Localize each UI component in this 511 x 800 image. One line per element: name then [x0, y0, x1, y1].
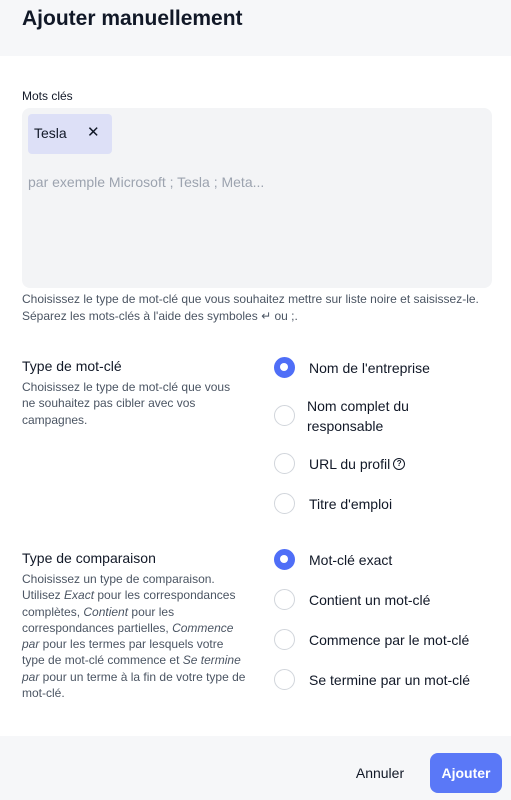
add-button[interactable]: Ajouter: [430, 753, 502, 793]
radio-label-ends-with-keyword[interactable]: Se termine par un mot-clé: [309, 672, 471, 688]
radio-contains-keyword[interactable]: [274, 589, 295, 610]
keywords-field[interactable]: [22, 108, 492, 288]
desc-part5: pour un terme à la fin de votre type de mot-clé.: [22, 669, 246, 701]
desc-contains: Contient: [83, 604, 129, 619]
radio-profile-url[interactable]: [274, 453, 295, 474]
radio-company-name[interactable]: [274, 357, 295, 378]
radio-label-exact-keyword[interactable]: Mot-clé exact: [309, 552, 393, 568]
close-icon[interactable]: ✕: [87, 124, 100, 141]
comparison-type-description: [22, 571, 246, 701]
keyword-type-title: Type de mot-clé: [22, 358, 122, 374]
radio-label-starts-with-keyword[interactable]: Commence par le mot-clé: [309, 632, 470, 648]
radio-exact-keyword[interactable]: [274, 549, 295, 570]
radio-label-job-title[interactable]: Titre d'emploi: [309, 496, 393, 512]
keyword-type-description: Choisissez le type de mot-clé que vous ne souhaitez pas cibler avec vos campagnes.: [22, 380, 231, 427]
radio-job-title[interactable]: [274, 493, 295, 514]
comparison-type-title: Type de comparaison: [22, 550, 156, 566]
cancel-button[interactable]: Annuler: [344, 753, 416, 793]
keyword-chip-label: Tesla: [34, 125, 67, 141]
desc-part4: pour les termes par lesquels votre type de mot-clé commence et: [22, 637, 224, 668]
dialog-header: [0, 0, 511, 56]
desc-ends: Se termine par: [22, 653, 241, 684]
radio-ends-with-keyword[interactable]: [274, 669, 295, 690]
desc-exact: Exact: [64, 588, 95, 603]
desc-part3: pour les correspondances partielles,: [22, 604, 175, 635]
radio-label-manager-full-name[interactable]: Nom complet du responsable: [307, 398, 409, 434]
desc-part2: pour les correspondances complètes,: [22, 588, 236, 619]
radio-label-contains-keyword[interactable]: Contient un mot-clé: [309, 592, 431, 608]
profile-url-label: URL du profil: [309, 456, 391, 472]
radio-label-profile-url[interactable]: [309, 454, 405, 474]
radio-label-company-name[interactable]: Nom de l'entreprise: [309, 360, 430, 376]
help-circle-icon[interactable]: ?: [393, 458, 405, 470]
keywords-label: Mots clés: [22, 89, 73, 103]
desc-part1: Choisissez un type de comparaison. Utilisez: [22, 572, 215, 603]
radio-manager-full-name[interactable]: [274, 405, 295, 426]
radio-starts-with-keyword[interactable]: [274, 629, 295, 650]
dialog-title: Ajouter manuellement: [22, 7, 243, 30]
dialog-footer: [0, 736, 511, 800]
keywords-help-text: Choisissez le type de mot-clé que vous souhaitez mettre sur liste noire et saisissez-le. Séparez les mots-clés à l'aide des symboles ↵ ou ;.: [22, 292, 479, 323]
desc-starts: Commence par: [22, 620, 234, 652]
keywords-input[interactable]: [28, 174, 468, 190]
keyword-chip-tesla: [28, 114, 112, 154]
